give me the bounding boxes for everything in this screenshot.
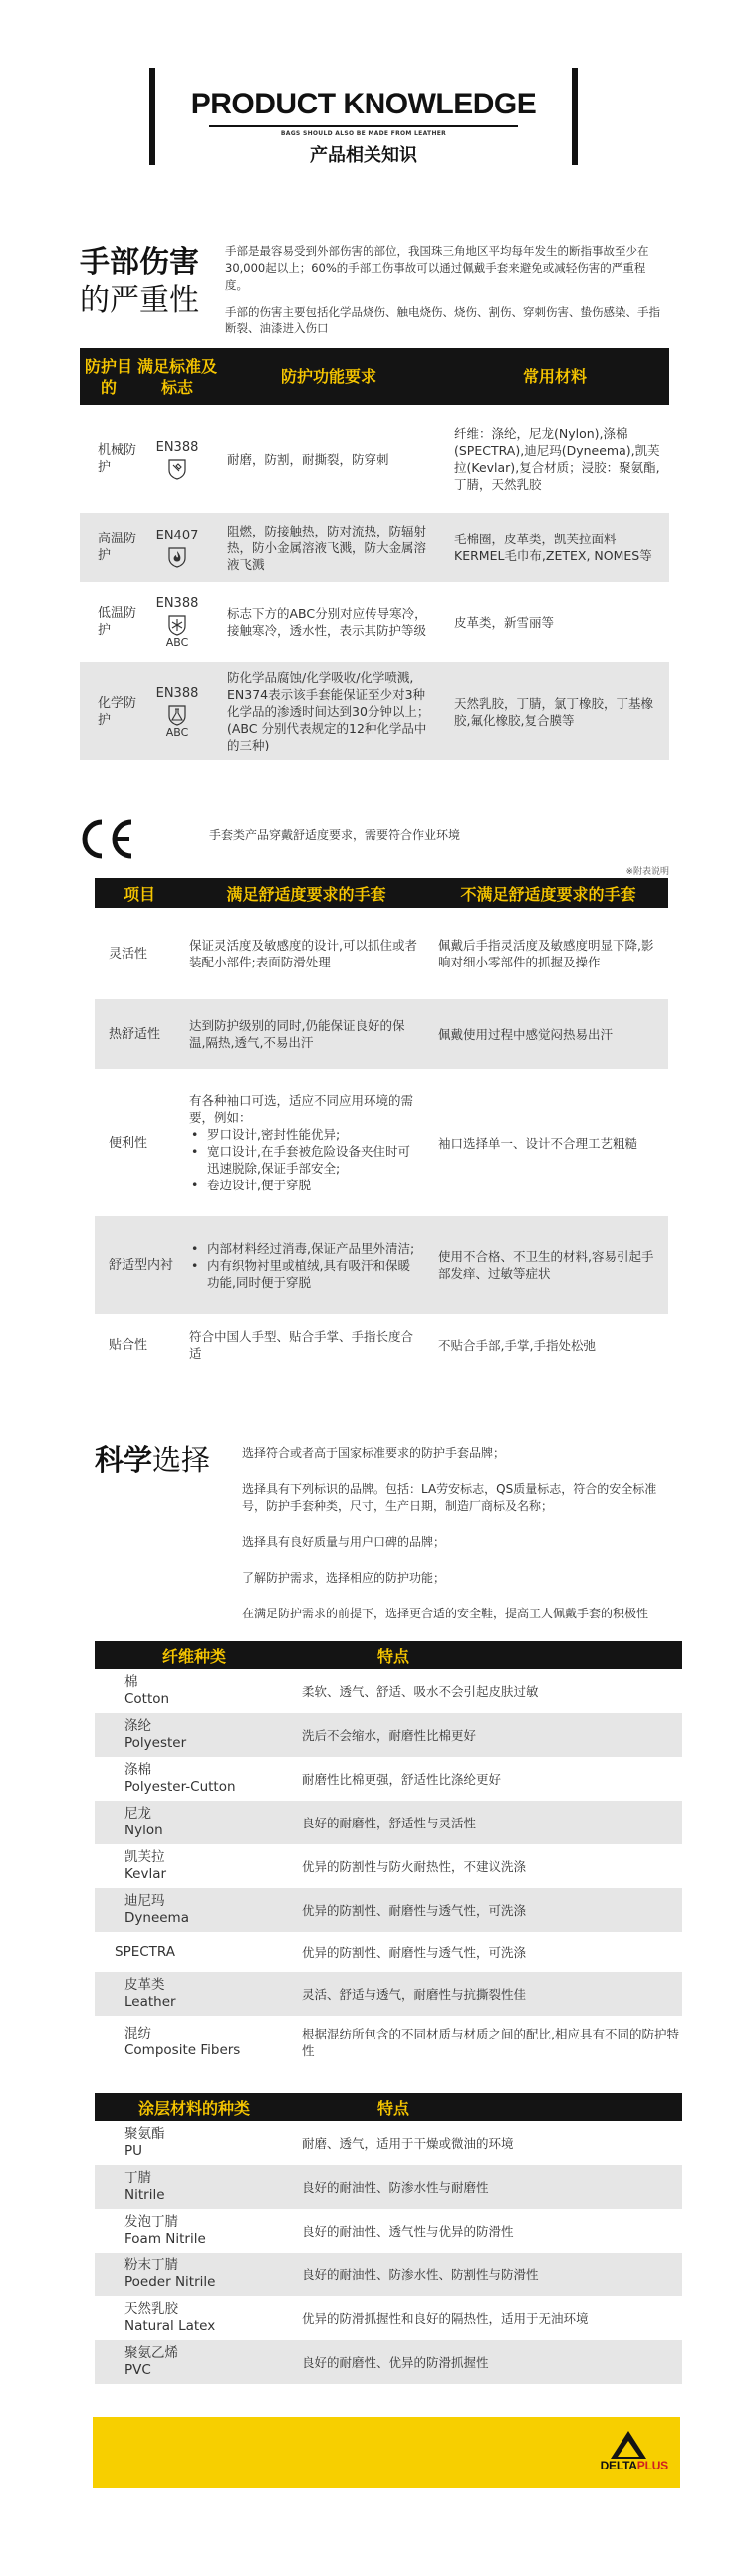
row-standard: [137, 528, 217, 568]
hand-injury-intro: [225, 243, 668, 337]
row-bad: 佩戴使用过程中感觉闷热易出汗: [438, 1026, 614, 1042]
science-paragraph: 了解防护需求，选择相应的防护功能；: [242, 1571, 446, 1585]
deltaplus-triangle-logo-icon: [551, 2429, 670, 2480]
science-paragraph: 选择具有下列标识的品牌。包括：LA劳安标志，QS质量标志，符合的安全标准号，防护手套种类，尺寸，生产日期，制造厂商标及名称；: [242, 1482, 657, 1513]
material-name-en: Cotton: [124, 1691, 170, 1707]
table-row: [95, 2165, 682, 2209]
table-row: [95, 999, 668, 1069]
header-cell-standard: 满足标准及标志: [137, 356, 218, 397]
table-row: [95, 2296, 682, 2340]
material-name: [95, 1977, 294, 2011]
row-standard: [137, 595, 217, 649]
row-good: 保证灵活度及敏感度的设计,可以抓住或者装配小部件;表面防滑处理: [189, 938, 417, 969]
material-name-en: Leather: [124, 1994, 176, 2010]
material-name: [95, 2214, 294, 2248]
header-cell-purpose: 防护目的: [84, 356, 132, 397]
row-materials: 纤维：涤纶，尼龙(Nylon),涤棉(SPECTRA),迪尼玛(Dyneema),凯芙拉(Kevlar),复合材质；浸胶：聚氨酯,丁腈，天然乳胶: [454, 426, 660, 492]
material-feature: 良好的耐磨性，舒适性与灵活性: [302, 1815, 477, 1830]
material-name-cn: 涤纶: [124, 1718, 151, 1734]
row-materials: 毛棉圈，皮革类，凯芙拉面料 KERMEL毛巾布,ZETEX, NOMES等: [454, 532, 652, 563]
fiber-rows: [95, 1669, 682, 2069]
bullet-item: • 内有织物衬里或植绒,具有吸汗和保暖功能,同时便于穿脱: [189, 1257, 420, 1291]
material-name-en: Kevlar: [124, 1866, 167, 1882]
comfort-table: [95, 878, 668, 1376]
flask-icon: [165, 704, 189, 726]
science-title: [95, 1438, 210, 1479]
header-title-en: PRODUCT KNOWLEDGE: [190, 88, 537, 120]
material-feature: 优异的防割性、耐磨性与透气性，可洗涤: [302, 1944, 527, 1960]
material-name-en: Nylon: [124, 1823, 163, 1838]
standard-sub: ABC: [165, 725, 189, 739]
material-name-en: Foam Nitrile: [124, 2231, 206, 2247]
row-item: 灵活性: [109, 946, 148, 962]
material-name-cn: 涤棉: [124, 1762, 151, 1778]
material-name-cn: 聚氨乙烯: [124, 2345, 178, 2361]
material-name-cn: 丁腈: [124, 2170, 151, 2186]
standard-code: EN407: [155, 528, 199, 543]
row-good: 符合中国人手型、贴合手掌、手指长度合适: [189, 1329, 414, 1361]
material-feature: 优异的防滑抓握性和良好的隔热性，适用于无油环境: [302, 2310, 589, 2326]
header-cell-good: 满足舒适度要求的手套: [226, 884, 386, 904]
material-name-cn: 混纺: [124, 2026, 151, 2041]
coating-table: [95, 2093, 682, 2384]
row-function: 标志下方的ABC分别对应传导寒冷，接触寒冷，透水性，表示其防护等级: [227, 606, 427, 638]
material-feature: 根据混纺所包含的不同材质与材质之间的配比,相应具有不同的防护特性: [302, 2027, 679, 2058]
table-row: [95, 2340, 682, 2384]
material-name-cn: 聚氨酯: [124, 2126, 165, 2142]
material-name: [95, 1674, 294, 1708]
protection-table: [80, 348, 669, 760]
comfort-table-header: [95, 878, 668, 908]
row-bad: 使用不合格、不卫生的材料,容易引起手部发痒、过敏等症状: [438, 1249, 654, 1281]
row-purpose: 高温防护: [98, 532, 137, 563]
material-name-cn: 棉: [124, 1674, 138, 1690]
material-feature: 耐磨、透气，适用于干燥或微油的环境: [302, 2135, 514, 2151]
material-name: [95, 2026, 294, 2059]
footer-brand-main: DELTA: [600, 2459, 637, 2472]
science-paragraph: 在满足防护需求的前提下，选择更合适的安全鞋，提高工人佩戴手套的积极性: [242, 1607, 649, 1620]
science-paragraphs: [242, 1445, 680, 1641]
fiber-table: [95, 1641, 682, 2069]
material-name-en: Poeder Nitrile: [124, 2274, 216, 2290]
page-header: [149, 68, 578, 165]
material-name-cn: 凯芙拉: [124, 1849, 165, 1865]
material-feature: 灵活、舒适与透气，耐磨性与抗撕裂性佳: [302, 1986, 527, 2002]
hammer-glove-icon: [165, 458, 189, 480]
header-divider: [209, 125, 518, 127]
material-feature: 洗后不会缩水，耐磨性比棉更好: [302, 1727, 477, 1743]
material-name-en: PU: [124, 2143, 143, 2159]
comfort-note: ※附表说明: [625, 867, 669, 877]
material-feature: 优异的防割性与防火耐热性，不建议洗涤: [302, 1858, 527, 1874]
material-name: [95, 1944, 294, 1961]
comfort-intro: 手套类产品穿戴舒适度要求，需要符合作业环境: [209, 828, 461, 842]
footer-brand-accent: PLUS: [636, 2459, 668, 2472]
material-name: [95, 1806, 294, 1839]
table-row: [95, 1069, 668, 1216]
bullet-item: • 罗口设计,密封性能优异;: [189, 1126, 420, 1143]
material-name: [95, 2126, 294, 2160]
row-bad: 佩戴后手指灵活度及敏感度明显下降,影响对细小零部件的抓握及操作: [438, 938, 654, 969]
standard-code: EN388: [155, 596, 199, 611]
table-row: [80, 662, 669, 760]
material-name: [95, 2170, 294, 2204]
table-row: [95, 2016, 682, 2069]
material-name-cn: 天然乳胶: [124, 2301, 178, 2317]
row-function: 防化学品腐蚀/化学吸收/化学喷溅, EN374表示该手套能保证至少对3种化学品的渗透时间达到30分钟以上；(ABC 分别代表规定的12种化学品中的三种): [227, 670, 430, 752]
row-function: 阻燃，防接触热，防对流热，防辐射热，防小金属溶液飞溅，防大金属溶液飞溅: [227, 523, 427, 572]
row-good-bullets: [189, 1240, 420, 1291]
hand-injury-intro-p1: 手部是最容易受到外部伤害的部位，我国珠三角地区平均每年发生的断指事故至少在30,000起以上；60%的手部工伤事故可以通过佩戴手套来避免或减轻伤害的严重程度。: [225, 244, 649, 292]
hand-injury-title-line1: 手部伤害: [80, 245, 199, 280]
standard-code: EN388: [155, 685, 199, 701]
row-materials: 天然乳胶，丁腈，氯丁橡胶，丁基橡胶,氟化橡胶,复合膜等: [454, 695, 654, 728]
standard-sub: ABC: [165, 636, 189, 649]
header-cell-materials: 常用材料: [522, 367, 587, 386]
row-purpose: 机械防护: [98, 443, 137, 475]
row-good: [184, 1240, 428, 1291]
bullet-item: • 宽口设计,在手套被危险设备夹住时可迅速脱除,保证手部安全;: [189, 1143, 420, 1177]
table-row: [80, 405, 669, 513]
row-item: 舒适型内衬: [109, 1257, 174, 1273]
table-row: [95, 1713, 682, 1757]
footer-brand: [601, 2459, 668, 2472]
row-good-bullets: [189, 1126, 420, 1193]
coating-rows: [95, 2121, 682, 2384]
row-good: 达到防护级别的同时,仍能保证良好的保温,隔热,透气,不易出汗: [189, 1018, 405, 1050]
coating-table-header: [95, 2093, 682, 2121]
header-subtitle-en: BAGS SHOULD ALSO BE MADE FROM LEATHER: [280, 130, 447, 137]
material-name-cn: 皮革类: [124, 1977, 165, 1993]
header-cell-coating-feature: 特点: [376, 2098, 409, 2118]
material-name-en: Composite Fibers: [124, 2042, 241, 2058]
material-name: [95, 2301, 294, 2335]
header-cell-coating-type: 涂层材料的种类: [137, 2098, 250, 2118]
material-name-en: Polyester-Cutton: [124, 1779, 236, 1795]
protection-table-header: [80, 348, 669, 405]
material-name-cn: 尼龙: [124, 1806, 151, 1822]
material-name-en: SPECTRA: [115, 1943, 175, 1960]
table-row: [95, 1801, 682, 1844]
material-name-en: Natural Latex: [124, 2318, 216, 2334]
footer-banner: [93, 2417, 680, 2488]
science-title-bold: 科学: [95, 1443, 153, 1477]
material-feature: 良好的耐油性、防渗水性、防割性与防滑性: [302, 2266, 539, 2282]
hand-injury-title-line2: 的严重性: [80, 283, 199, 318]
row-bad: 不贴合手部,手掌,手指处松弛: [438, 1337, 596, 1353]
material-feature: 优异的防割性、耐磨性与透气性，可洗涤: [302, 1902, 527, 1918]
table-row: [95, 2121, 682, 2165]
header-cell-bad: 不满足舒适度要求的手套: [460, 884, 636, 904]
fiber-table-header: [95, 1641, 682, 1669]
material-name: [95, 1849, 294, 1883]
material-feature: 良好的耐油性、防渗水性与耐磨性: [302, 2179, 489, 2195]
row-purpose: 化学防护: [98, 695, 137, 728]
row-purpose: 低温防护: [98, 606, 137, 638]
science-paragraph: 选择具有良好质量与用户口碑的品牌；: [242, 1535, 446, 1549]
header-title-cn: 产品相关知识: [310, 145, 417, 166]
row-standard: [137, 439, 217, 480]
header-cell-fiber-feature: 特点: [376, 1646, 409, 1666]
science-paragraph: 选择符合或者高于国家标准要求的防护手套品牌；: [242, 1446, 506, 1460]
bullet-item: • 卷边设计,便于穿脱: [189, 1177, 420, 1193]
material-name: [95, 1893, 294, 1927]
material-name-en: Polyester: [124, 1735, 187, 1751]
row-function: 耐磨，防割，耐撕裂，防穿刺: [227, 451, 389, 467]
row-bad: 袖口选择单一、设计不合理工艺粗糙: [438, 1135, 638, 1151]
flame-icon: [165, 546, 189, 568]
material-name-cn: 发泡丁腈: [124, 2214, 178, 2230]
table-row: [95, 908, 668, 999]
material-name: [95, 2257, 294, 2291]
row-good: [184, 1092, 428, 1193]
material-name-en: Dyneema: [124, 1910, 189, 1926]
material-name: [95, 2345, 294, 2379]
hand-injury-title: [80, 244, 214, 320]
table-row: [95, 1932, 682, 1972]
table-row: [95, 1314, 668, 1376]
science-title-rest: 选择: [152, 1443, 211, 1477]
snowflake-icon: [165, 614, 189, 636]
ce-mark-icon: [80, 816, 139, 862]
row-item: 便利性: [109, 1135, 148, 1151]
material-name-cn: 迪尼玛: [124, 1893, 165, 1909]
material-feature: 良好的耐磨性、优异的防滑抓握性: [302, 2354, 489, 2370]
standard-code: EN388: [155, 439, 199, 455]
material-name: [95, 1762, 294, 1796]
bullet-item: • 内部材料经过消毒,保证产品里外清洁;: [189, 1240, 420, 1257]
row-good-text: 有各种袖口可选，适应不同应用环境的需要，例如：: [189, 1093, 414, 1125]
material-feature: 耐磨性比棉更强，舒适性比涤纶更好: [302, 1771, 502, 1787]
table-row: [95, 1972, 682, 2016]
material-name: [95, 1718, 294, 1752]
table-row: [80, 582, 669, 662]
hand-injury-intro-p2: 手部的伤害主要包括化学品烧伤、触电烧伤、烧伤、割伤、穿刺伤害、蛰伤感染、手指断裂、油漆进入伤口: [225, 305, 660, 335]
table-row: [95, 1844, 682, 1888]
row-item: 贴合性: [109, 1337, 148, 1353]
table-row: [95, 2253, 682, 2296]
row-materials: 皮革类，新雪丽等: [454, 614, 555, 630]
material-name-en: Nitrile: [124, 2187, 165, 2203]
table-row: [95, 1888, 682, 1932]
header-cell-function: 防护功能要求: [280, 367, 376, 386]
material-feature: 良好的耐油性、透气性与优异的防滑性: [302, 2223, 514, 2239]
row-standard: [137, 685, 217, 739]
header-cell-item: 项目: [123, 884, 155, 904]
table-row: [95, 1669, 682, 1713]
table-row: [95, 2209, 682, 2253]
material-name-cn: 粉末丁腈: [124, 2257, 178, 2273]
header-cell-fiber-type: 纤维种类: [161, 1646, 226, 1666]
material-feature: 柔软、透气、舒适、吸水不会引起皮肤过敏: [302, 1683, 539, 1699]
table-row: [80, 513, 669, 582]
material-name-en: PVC: [124, 2362, 151, 2378]
table-row: [95, 1757, 682, 1801]
table-row: [95, 1216, 668, 1314]
row-item: 热舒适性: [109, 1026, 161, 1042]
